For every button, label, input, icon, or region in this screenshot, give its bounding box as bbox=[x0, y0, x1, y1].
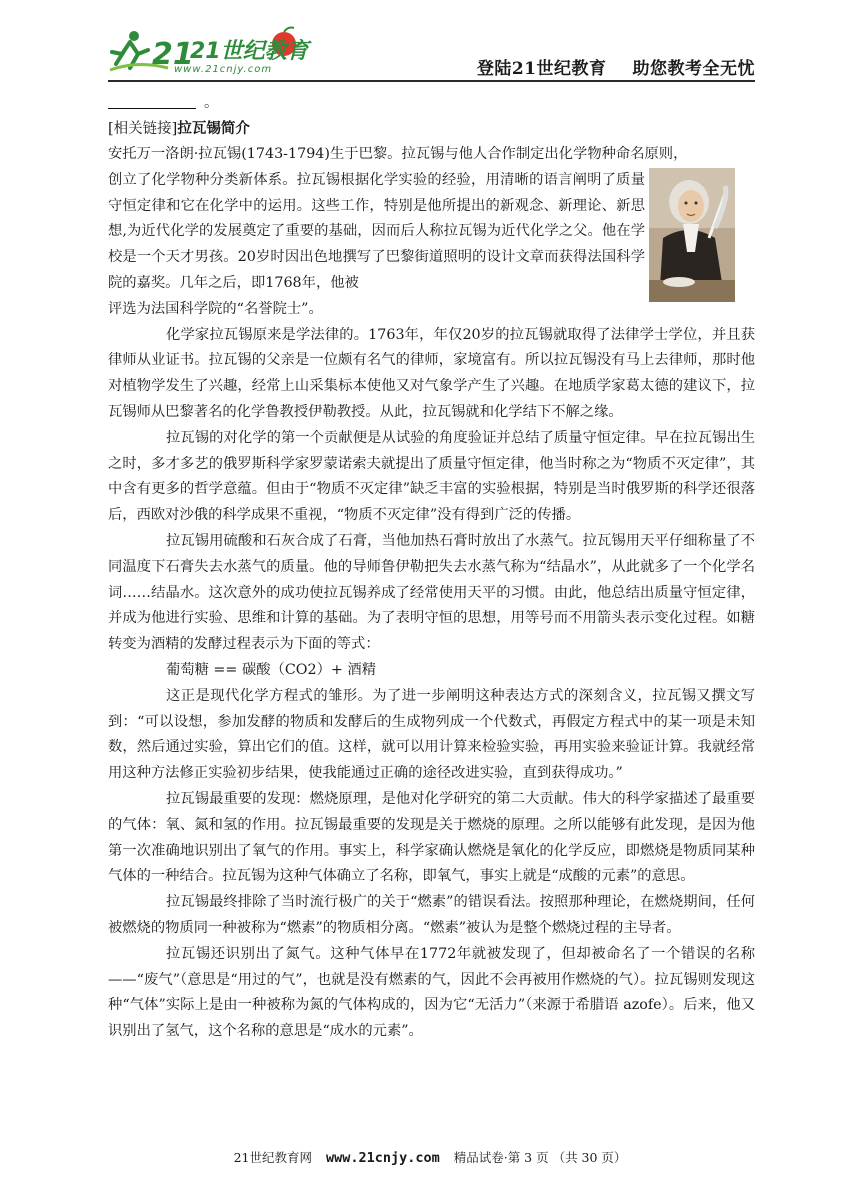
paragraph-combustion: 拉瓦锡最重要的发现：燃烧原理，是他对化学研究的第二大贡献。伟大的科学家描述了最重要的气体：氧、氮和氢的作用。拉瓦锡最重要的发现是关于燃烧的原理。之所以能够有此发现，是因为他第一次准确地识别出了氧气的作用。事实上，科学家确认燃烧是氧化的化学反应，即燃烧是物质同某种气体的一种结合。拉瓦锡为这种气体确立了名称，即氧气，事实上就是“成酸的元素”的意思。 bbox=[108, 790, 755, 885]
footer-site-name: 21世纪教育网 bbox=[233, 1150, 312, 1165]
logo-text: 21世纪教育 bbox=[190, 39, 309, 64]
related-link-title: 拉瓦锡简介 bbox=[177, 120, 250, 137]
logo-url: www.21cnjy.com bbox=[174, 64, 273, 75]
paragraph-equation-origin: 这正是现代化学方程式的雏形。为了进一步阐明这种表达方式的深刻含义，拉瓦锡又撰文写到：“可以设想，参加发酵的物质和发酵后的生成物列成一个代数式，再假定方程式中的某一项是未知数，然后通过实验，算出它们的值。这样，就可以用计算来检验实验，再用实验来验证计算。我就经常用这种方法修正实验初步结果，使我能通过正确的途径改进实验，直到获得成功。” bbox=[108, 687, 755, 782]
answer-blank-line bbox=[108, 90, 755, 116]
slogan-part2: 助您教考全无忧 bbox=[632, 59, 755, 79]
paragraph-mass-conservation: 拉瓦锡的对化学的第一个贡献便是从试验的角度验证并总结了质量守恒定律。早在拉瓦锡出生之时，多才多艺的俄罗斯科学家罗蒙诺索夫就提出了质量守恒定律，他当时称之为“物质不灭定律”，其中含有更多的哲学意蕴。但由于“物质不灭定律”缺乏丰富的实验根据，特别是当时俄罗斯的科学还很落后，西欧对沙俄的科学成果不重视，“物质不灭定律”没有得到广泛的传播。 bbox=[108, 429, 755, 524]
paragraph-law-study: 化学家拉瓦锡原来是学法律的。1763年，年仅20岁的拉瓦锡就取得了法律学士学位，并且获律师从业证书。拉瓦锡的父亲是一位颇有名气的律师，家境富有。所以拉瓦锡没有马上去律师，那时他对植物学发生了兴趣，经常上山采集标本使他又对气象学产生了兴趣。在地质学家葛太德的建议下，拉瓦锡师从巴黎著名的化学鲁教授伊勒教授。从此，拉瓦锡就和化学结下不解之缘。 bbox=[108, 326, 755, 420]
intro-last-line: 评选为法国科学院的“名誉院士”。 bbox=[108, 300, 323, 317]
blank-period: 。 bbox=[204, 95, 219, 111]
header-divider bbox=[108, 80, 755, 82]
paragraph-gypsum-experiment: 拉瓦锡用硫酸和石灰合成了石膏，当他加热石膏时放出了水蒸气。拉瓦锡用天平仔细称量了不同温度下石膏失去水蒸气的质量。他的导师鲁伊勒把失去水蒸气称为“结晶水”，从此就多了一个化学名词……结晶水。这次意外的成功使拉瓦锡养成了经常使用天平的习惯。由此，他总结出质量守恒定律，并成为他进行实验、思维和计算的基础。为了表明守恒的思想，用等号而不用箭头表示变化过程。如糖转变为酒精的发酵过程表示为下面的等式： bbox=[108, 532, 755, 653]
site-logo[interactable] bbox=[108, 24, 318, 80]
slogan-part1: 登陆21世纪教育 bbox=[476, 59, 607, 79]
page-footer bbox=[0, 1148, 860, 1166]
portrait-image bbox=[649, 168, 735, 302]
page-header bbox=[108, 22, 755, 84]
related-link-prefix: [相关链接] bbox=[108, 121, 178, 137]
lavoisier-portrait bbox=[649, 168, 735, 302]
intro-section bbox=[108, 142, 755, 323]
paragraph-phlogiston: 拉瓦锡最终排除了当时流行极广的关于“燃素”的错误看法。按照那种理论，在燃烧期间，任何被燃烧的物质同一种被称为“燃素”的物质相分离。“燃素”被认为是整个燃烧过程的主导者。 bbox=[108, 894, 755, 936]
header-slogan bbox=[477, 54, 755, 79]
fill-in-blank bbox=[108, 90, 196, 109]
intro-wrapped-text: 创立了化学物种分类新体系。拉瓦锡根据化学实验的经验，用清晰的语言阐明了质量守恒定律和它在化学中的运用。这些工作，特别是他所提出的新观念、新理论、新思想,为近代化学的发展奠定了重要的基础，因而后人称拉瓦锡为近代化学之父。他在学校是一个天才男孩。20岁时因出色地撰写了巴黎街道照明的设计文章而获得法国科学院的嘉奖。几年之后，即1768年，他被 bbox=[108, 171, 645, 291]
page-content bbox=[108, 90, 755, 1045]
svg-text:21: 21 bbox=[152, 37, 194, 72]
paragraph-nitrogen: 拉瓦锡还识别出了氮气。这种气体早在1772年就被发现了，但却被命名了一个错误的名称——“废气”（意思是“用过的气”，也就是没有燃素的气，因此不会再被用作燃烧的气）。拉瓦锡则发现这种“气体”实际上是由一种被称为氮的气体构成的，因为它“无活力”（来源于希腊语 azofe）。后来，他又识别出了氢气，这个名称的意思是“成水的元素”。 bbox=[108, 945, 755, 1040]
footer-url-link[interactable]: www.21cnjy.com bbox=[325, 1150, 440, 1166]
related-link-heading bbox=[108, 116, 755, 142]
intro-first-line: 安托万一洛朗·拉瓦锡(1743-1794)生于巴黎。拉瓦锡与他人合作制定出化学物种命名原则， bbox=[108, 146, 688, 162]
fermentation-equation: 葡萄糖 == 碳酸（CO2）+ 酒精 bbox=[166, 661, 376, 678]
footer-page-info: 精品试卷·第 3 页 （共 30 页） bbox=[453, 1150, 627, 1165]
